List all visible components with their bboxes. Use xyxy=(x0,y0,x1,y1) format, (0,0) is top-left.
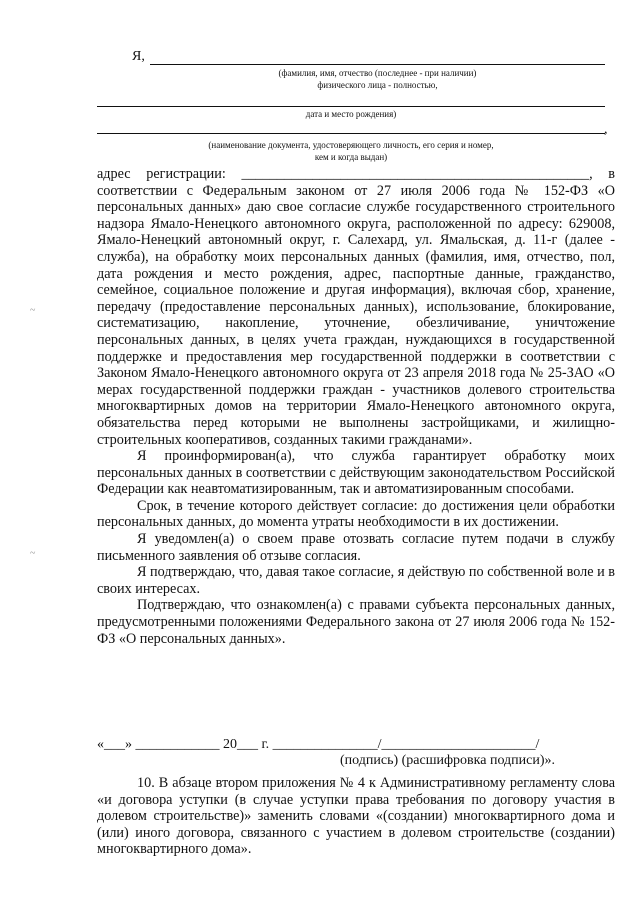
paragraph-term: Срок, в течение которого действует согласие: до достижения цели обработки персональных данных, до момента утраты необходимости в их достижении. xyxy=(97,497,615,531)
paragraph-informed: Я проинформирован(а), что служба гарантирует обработку моих персональных данных в соответствии с действующим законодательством Российской Федерации как неавтоматизированным, так и автоматизированным способами. xyxy=(97,448,615,498)
paragraph-item-10: 10. В абзаце втором приложения № 4 к Административному регламенту слова «и договора уступки (в случае уступки права требования по договору участия в долевом строительстве)» заменить словами «(создании) многоквартирного дома и (или) иного договора, связанного с участием в долевом строительстве (создании) многоквартирного дома». xyxy=(97,775,615,858)
paragraph-confirm-rights: Подтверждаю, что ознакомлен(а) с правами субъекта персональных данных, предусмотренными положениями Федерального закона от 27 июля 2006 года № 152-ФЗ «О персональных данных». xyxy=(97,597,615,647)
margin-mark: ~ xyxy=(30,548,36,559)
birth-line xyxy=(97,106,605,107)
margin-mark: ~ xyxy=(30,305,36,316)
item-10 xyxy=(97,775,615,858)
ya-label: Я, xyxy=(132,49,145,64)
fio-line xyxy=(150,64,605,65)
caption-document-1: (наименование документа, удостоверяющего личность, его серия и номер, xyxy=(208,140,494,150)
consent-body xyxy=(97,166,615,647)
paragraph-consent: адрес регистрации: _________________________________________________, в соответствии с Федеральным законом от 27 июля 2006 года № 152-ФЗ «О персональных данных» даю свое согласие службе государственного строительного надзора Ямало-Ненецкого автономного округа, расположенной по адресу: 629008, Ямало-Ненецкий автономный округ, г. Салехард, ул. Ямальская, д. 11-г (далее - служба), на обработку моих персональных данных (фамилия, имя, отчество, пол, дата рождения и место рождения, адрес, паспортные данные, гражданство, семейное, социальное положение и другая информация), включая сбор, хранение, передачу (предоставление персональных данных), использование, блокирование, систематизацию, накопление, уточнение, обезличивание, уничтожение персональных данных, в целях учета граждан, нуждающихся в государственной поддержке и предоставления мер государственной поддержки в соответствии с Законом Ямало-Ненецкого автономного округа от 23 апреля 2018 года № 25-ЗАО «О мерах государственной поддержки граждан - участников долевого строительства многоквартирных домов на территории Ямало-Ненецкого автономного округа, обязательства перед которыми не выполнены застройщиками, и жилищно-строительных кооперативов, созданных такими гражданами». xyxy=(97,166,615,448)
caption-document-2: кем и когда выдан) xyxy=(314,152,388,162)
caption-fio-2: физического лица - полностью, xyxy=(317,80,438,90)
document-line xyxy=(97,133,605,134)
signature-date-line: «___» ____________ 20___ г. _______________/______________________/ xyxy=(97,737,540,752)
signature-caption: (подпись) (расшифровка подписи)». xyxy=(340,753,556,768)
paragraph-confirm-will: Я подтверждаю, что, давая такое согласие, я действую по собственной воле и в своих интересах. xyxy=(97,564,615,597)
paragraph-notified: Я уведомлен(а) о своем праве отозвать согласие путем подачи в службу письменного заявления об отзыве согласия. xyxy=(97,531,615,564)
caption-fio-1: (фамилия, имя, отчество (последнее - при наличии) xyxy=(278,68,477,78)
caption-birth: дата и место рождения) xyxy=(305,109,397,119)
document-line-comma: , xyxy=(604,122,608,137)
